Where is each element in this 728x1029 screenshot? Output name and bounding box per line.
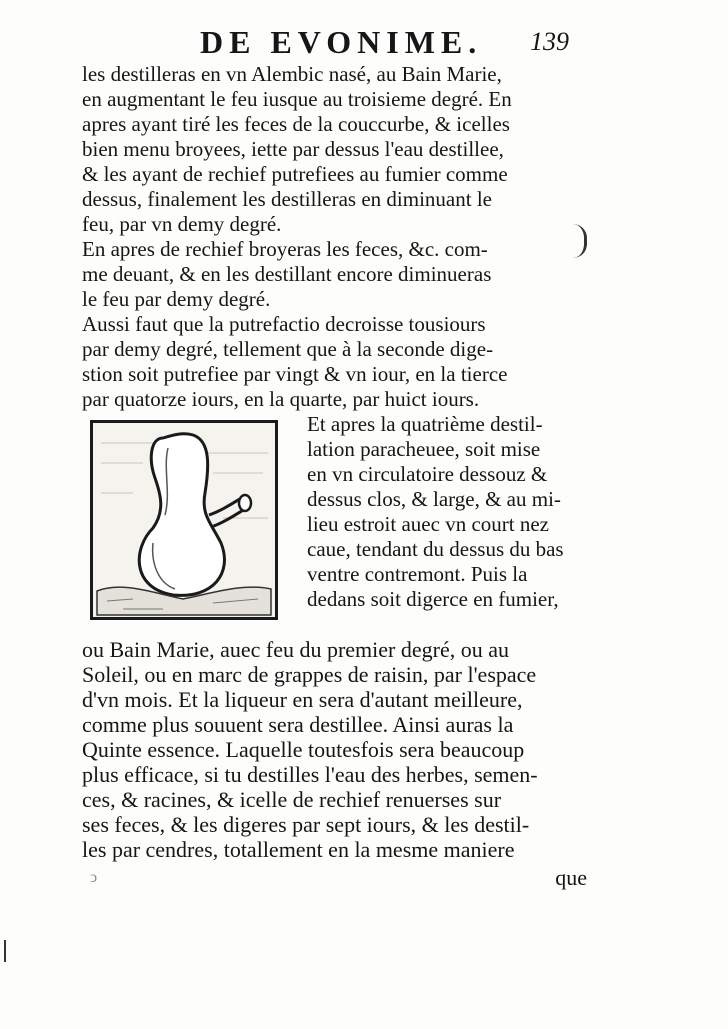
page-footer: [82, 862, 587, 892]
paragraph-block-top: [82, 62, 587, 412]
text-line: ses feces, & les digeres par sept iours, & les destil-: [82, 812, 530, 837]
gutter-mark: [4, 940, 6, 962]
page-header: [0, 22, 728, 62]
text-line: d'vn mois. Et la liqueur en sera d'autant meilleure,: [82, 687, 523, 712]
text-line: le feu par demy degré.: [82, 287, 271, 311]
running-head: DE EVONIME.: [200, 24, 483, 60]
text-line: dedans soit digerce en fumier,: [307, 587, 559, 611]
text-line: lation paracheuee, soit mise: [307, 437, 541, 461]
text-line: ou Bain Marie, auec feu du premier degré, ou au: [82, 637, 509, 662]
text-line: ventre contremont. Puis la: [307, 562, 528, 586]
text-line: plus efficace, si tu destilles l'eau des herbes, semen-: [82, 762, 538, 787]
text-line: les destilleras en vn Alembic nasé, au Bain Marie,: [82, 62, 502, 86]
text-line: les par cendres, totallement en la mesme maniere: [82, 837, 515, 862]
text-line: & les ayant de rechief putrefiees au fumier comme: [82, 162, 508, 186]
text-line: Soleil, ou en marc de grappes de raisin, par l'espace: [82, 662, 537, 687]
text-line: en vn circulatoire dessouz &: [307, 462, 548, 486]
text-beside-figure: [307, 412, 587, 612]
faint-signature-mark: ↄ: [90, 869, 98, 886]
text-line: comme plus souuent sera destillee. Ainsi auras la: [82, 712, 514, 737]
circulatory-vessel-woodcut: [90, 420, 278, 620]
text-line: dessus clos, & large, & au mi-: [307, 487, 561, 511]
text-line: Et apres la quatrième destil-: [307, 412, 543, 436]
text-line: par quatorze iours, en la quarte, par huict iours.: [82, 387, 480, 411]
figure-row: [82, 412, 587, 637]
paragraph-block-bottom: [82, 637, 587, 862]
text-line: En apres de rechief broyeras les feces, &c. com-: [82, 237, 488, 261]
vessel-illustration: [93, 423, 275, 617]
text-line: ces, & racines, & icelle de rechief renuerses sur: [82, 787, 502, 812]
text-line: par demy degré, tellement que à la seconde dige-: [82, 337, 494, 361]
text-line: Quinte essence. Laquelle toutesfois sera beaucoup: [82, 737, 525, 762]
text-line: dessus, finalement les destilleras en diminuant le: [82, 187, 492, 211]
text-line: stion soit putrefiee par vingt & vn iour, en la tierce: [82, 362, 508, 386]
text-line: en augmentant le feu iusque au troisieme degré. En: [82, 87, 512, 111]
body-text: [82, 62, 587, 892]
text-line: feu, par vn demy degré.: [82, 212, 282, 236]
text-line: caue, tendant du dessus du bas: [307, 537, 564, 561]
text-line: bien menu broyees, iette par dessus l'eau destillee,: [82, 137, 504, 161]
text-line: Aussi faut que la putrefactio decroisse tousiours: [82, 312, 486, 336]
text-line: lieu estroit auec vn court nez: [307, 512, 549, 536]
text-line: me deuant, & en les destillant encore diminueras: [82, 262, 492, 286]
page-number: 139: [530, 27, 569, 56]
text-line: apres ayant tiré les feces de la couccurbe, & icelles: [82, 112, 510, 136]
catchword: que: [555, 865, 587, 890]
